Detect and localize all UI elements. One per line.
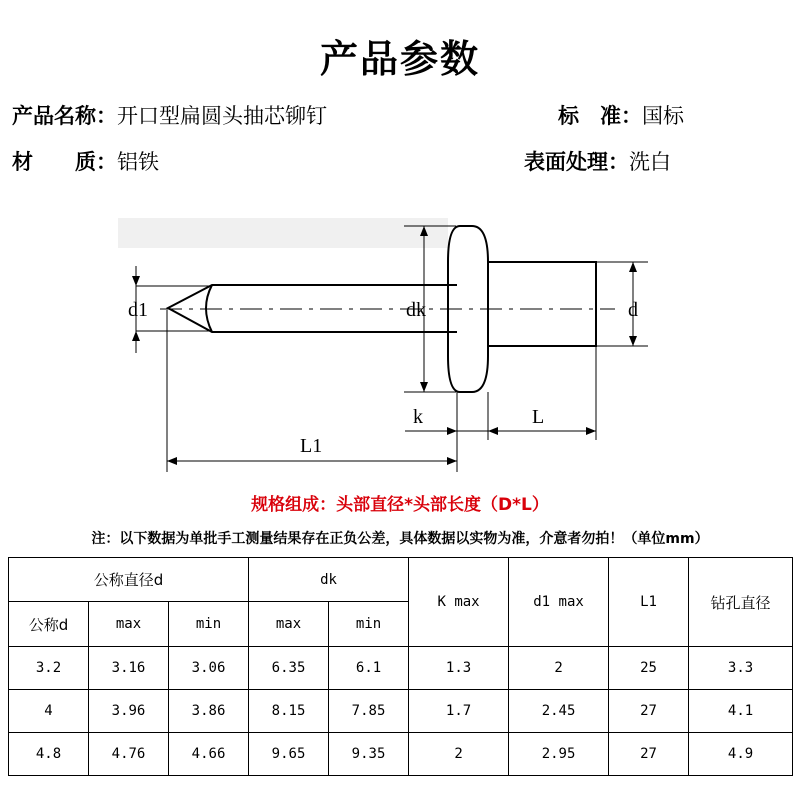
subheader-max: max [89,602,169,647]
table-row [9,690,793,733]
cell-drill-diameter: 3.3 [689,647,793,690]
table-row [9,733,793,776]
cell-d-max: 3.16 [89,647,169,690]
surface-finish-label: 表面处理： [524,149,629,174]
product-name-label: 产品名称： [12,103,117,128]
cell-d-max: 4.76 [89,733,169,776]
standard-value: 国标 [642,104,684,128]
page-title: 产品参数 [319,36,480,81]
product-name-value: 开口型扁圆头抽芯铆钉 [117,104,327,128]
label-L1: L1 [300,435,323,457]
subheader-dk-max: max [249,602,329,647]
header-drill-diameter: 钻孔直径 [689,558,793,647]
subheader-nominal-d: 公称d [9,602,89,647]
cell-dk-min: 7.85 [329,690,409,733]
standard-row [558,100,684,130]
cell-drill-diameter: 4.1 [689,690,793,733]
surface-finish-value: 洗白 [629,150,671,174]
cell-d1-max: 2.45 [509,690,609,733]
cell-nominal-d: 4 [9,690,89,733]
cell-dk-max: 9.65 [249,733,329,776]
standard-label: 标 准： [558,103,642,128]
material-row [12,146,159,176]
cell-d1-max: 2 [509,647,609,690]
material-value: 铝铁 [117,150,159,174]
label-dk: dk [406,299,426,321]
subheader-min: min [169,602,249,647]
header-dk: dk [249,558,409,602]
cell-drill-diameter: 4.9 [689,733,793,776]
header-k-max: K max [409,558,509,647]
table-header-row [9,558,793,602]
cell-d1-max: 2.95 [509,733,609,776]
measurement-note: 注：以下数据为单批手工测量结果存在正负公差，具体数据以实物为准，介意者勿拍！（单位mm） [91,531,709,547]
product-name-row [12,100,327,130]
cell-d-min: 3.86 [169,690,249,733]
watermark-band [118,218,448,248]
table-row [9,647,793,690]
spec-table [8,557,793,776]
label-d: d [628,299,638,321]
cell-l1: 27 [609,733,689,776]
header-nominal-diameter: 公称直径d [9,558,249,602]
cell-k-max: 2 [409,733,509,776]
surface-finish-row [524,146,671,176]
spec-caption: 规格组成：头部直径*头部长度（D*L） [251,495,549,515]
cell-dk-min: 6.1 [329,647,409,690]
subheader-dk-min: min [329,602,409,647]
cell-k-max: 1.3 [409,647,509,690]
label-L: L [532,406,545,428]
cell-nominal-d: 4.8 [9,733,89,776]
cell-nominal-d: 3.2 [9,647,89,690]
cell-d-min: 3.06 [169,647,249,690]
label-k: k [413,406,423,428]
cell-dk-min: 9.35 [329,733,409,776]
cell-d-max: 3.96 [89,690,169,733]
cell-k-max: 1.7 [409,690,509,733]
cell-dk-max: 8.15 [249,690,329,733]
cell-dk-max: 6.35 [249,647,329,690]
cell-l1: 25 [609,647,689,690]
label-d1: d1 [128,299,148,321]
rivet-body [488,262,596,346]
cell-l1: 27 [609,690,689,733]
cell-d-min: 4.66 [169,733,249,776]
header-l1: L1 [609,558,689,647]
rivet-diagram [0,200,800,490]
header-d1-max: d1 max [509,558,609,647]
material-label: 材 质： [12,149,117,174]
